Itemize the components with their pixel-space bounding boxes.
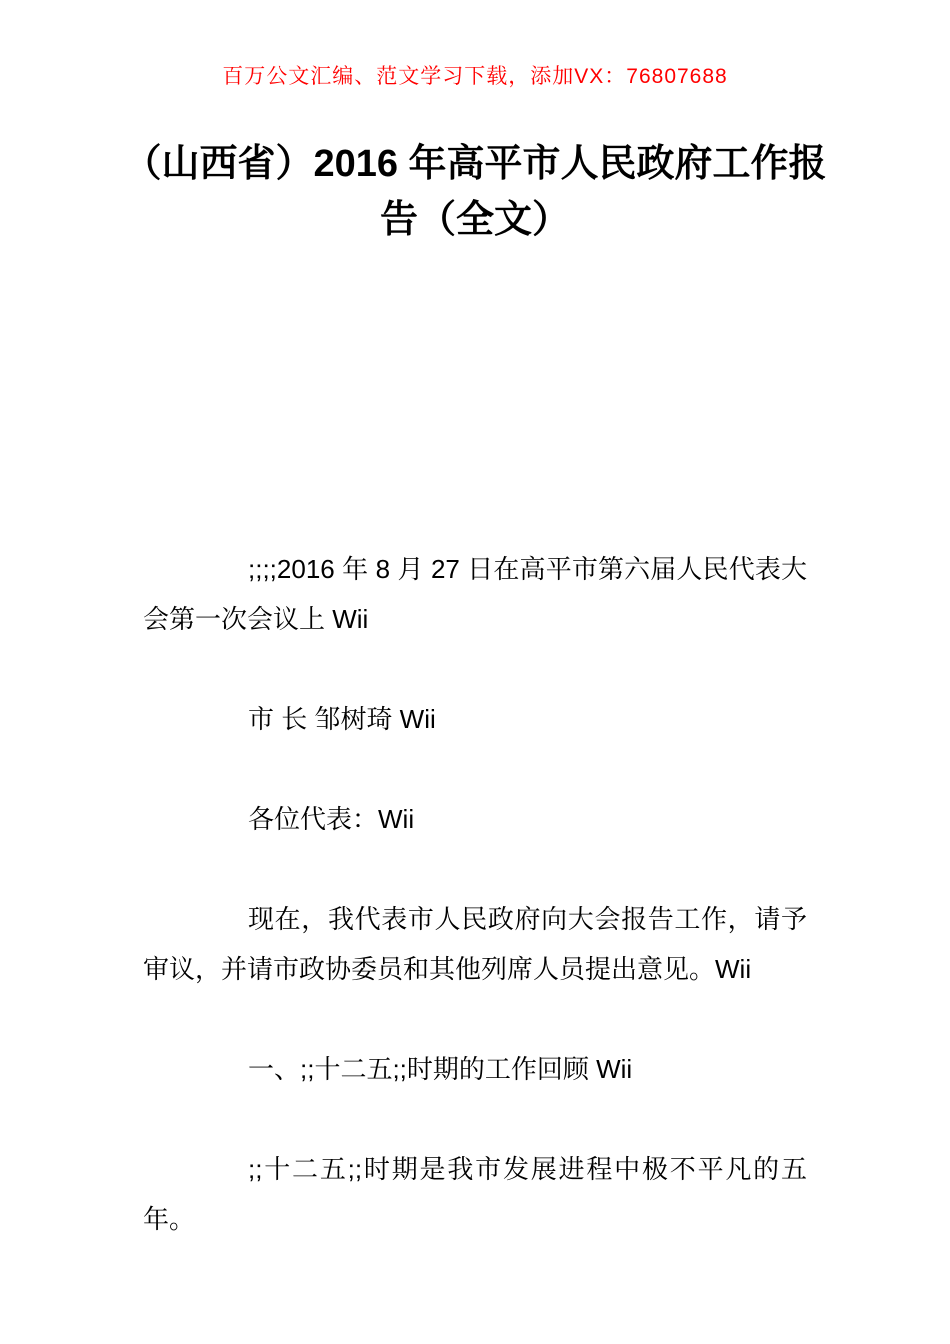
document-body bbox=[0, 544, 950, 1244]
paragraph-meeting-info: ;;;;2016 年 8 月 27 日在高平市第六届人民代表大会第一次会议上 Wii bbox=[143, 554, 807, 634]
header-promo-text: 百万公文汇编、范文学习下载，添加VX：76807688 bbox=[222, 65, 728, 88]
paragraph-report-intro: 现在，我代表市人民政府向大会报告工作，请予审议，并请市政协委员和其他列席人员提出意见。Wii bbox=[143, 904, 807, 984]
paragraph-mayor-name: 市 长 邹树琦 Wii bbox=[248, 704, 436, 734]
paragraph-section-body: ;;十二五;;时期是我市发展进程中极不平凡的五年。 bbox=[143, 1154, 807, 1234]
paragraph-section-heading: 一、;;十二五;;时期的工作回顾 Wii bbox=[248, 1054, 633, 1084]
document-title: （山西省）2016 年高平市人民政府工作报告（全文） bbox=[123, 143, 827, 241]
paragraph-salutation: 各位代表：Wii bbox=[248, 804, 415, 834]
